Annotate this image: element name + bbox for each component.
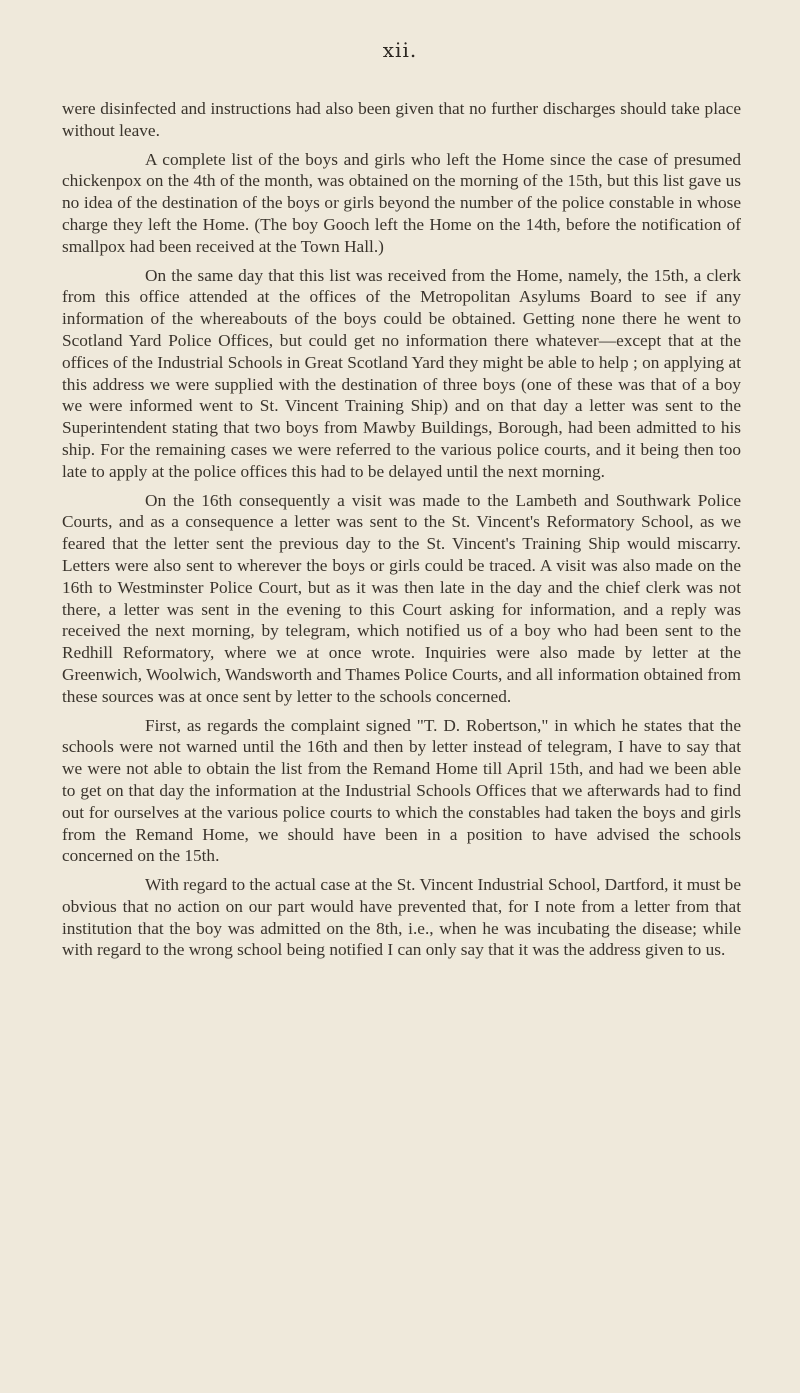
body-text <box>62 98 741 968</box>
paragraph-6: With regard to the actual case at the St. Vincent Industrial School, Dartford, it must be obvious that no action on our part would have prevented that, for I note from a letter from that institution that the boy was admitted on the 8th, i.e., when he was incubating the disease; while with regard to the wrong school being notified I can only say that it was the address given to us. <box>62 875 741 960</box>
paragraph-2: A complete list of the boys and girls who left the Home since the case of presumed chickenpox on the 4th of the month, was obtained on the morning of the 15th, but this list gave us no idea of the destination of the boys or girls beyond the number of the police constable in whose charge they left the Home. (The boy Gooch left the Home on the 14th, before the notification of smallpox had been received at the Town Hall.) <box>62 149 741 256</box>
page-number: xii. <box>382 38 418 62</box>
paragraph-4: On the 16th consequently a visit was made to the Lambeth and Southwark Police Courts, and as a consequence a letter was sent to the St. Vincent's Reformatory School, as we feared that the letter sent the previous day to the St. Vincent's Training Ship would miscarry. Letters were also sent to wherever the boys or girls could be traced. A visit was also made on the 16th to Westminster Police Court, but as it was then late in the day and the chief clerk was not there, a letter was sent in the evening to this Court asking for information, and a reply was received the next morning, by telegram, which notified us of a boy who had been sent to the Redhill Reformatory, where we at once wrote. Inquiries were also made by letter at the Greenwich, Woolwich, Wandsworth and Thames Police Courts, and all information obtained from these sources was at once sent by letter to the schools concerned. <box>62 490 741 706</box>
paragraph-1: were disinfected and instructions had also been given that no further discharges should take place without leave. <box>62 99 741 140</box>
paragraph-5: First, as regards the complaint signed "T. D. Robertson," in which he states that the schools were not warned until the 16th and then by letter instead of telegram, I have to say that we were not able to obtain the list from the Remand Home till April 15th, and had we been able to get on that day the information at the Industrial Schools Offices that we afterwards had to find out for ourselves at the various police courts to which the constables had taken the boys and girls from the Remand Home, we should have been in a position to have advised the schools concerned on the 15th. <box>62 715 741 866</box>
paragraph-3: On the same day that this list was received from the Home, namely, the 15th, a clerk from this office attended at the offices of the Metropolitan Asylums Board to see if any information of the whereabouts of the boys could be obtained. Getting none there he went to Scotland Yard Police Offices, but could get no information there whatever—except that at the offices of the Industrial Schools in Great Scotland Yard they might be able to help ; on applying at this address we were supplied with the destination of three boys (one of these was that of a boy we were informed went to St. Vincent Training Ship) and on that day a letter was sent to the Superintendent stating that two boys from Mawby Buildings, Borough, had been admitted to his ship. For the remaining cases we were referred to the various police courts, and it being then too late to apply at the police offices this had to be delayed until the next morning. <box>62 265 741 481</box>
